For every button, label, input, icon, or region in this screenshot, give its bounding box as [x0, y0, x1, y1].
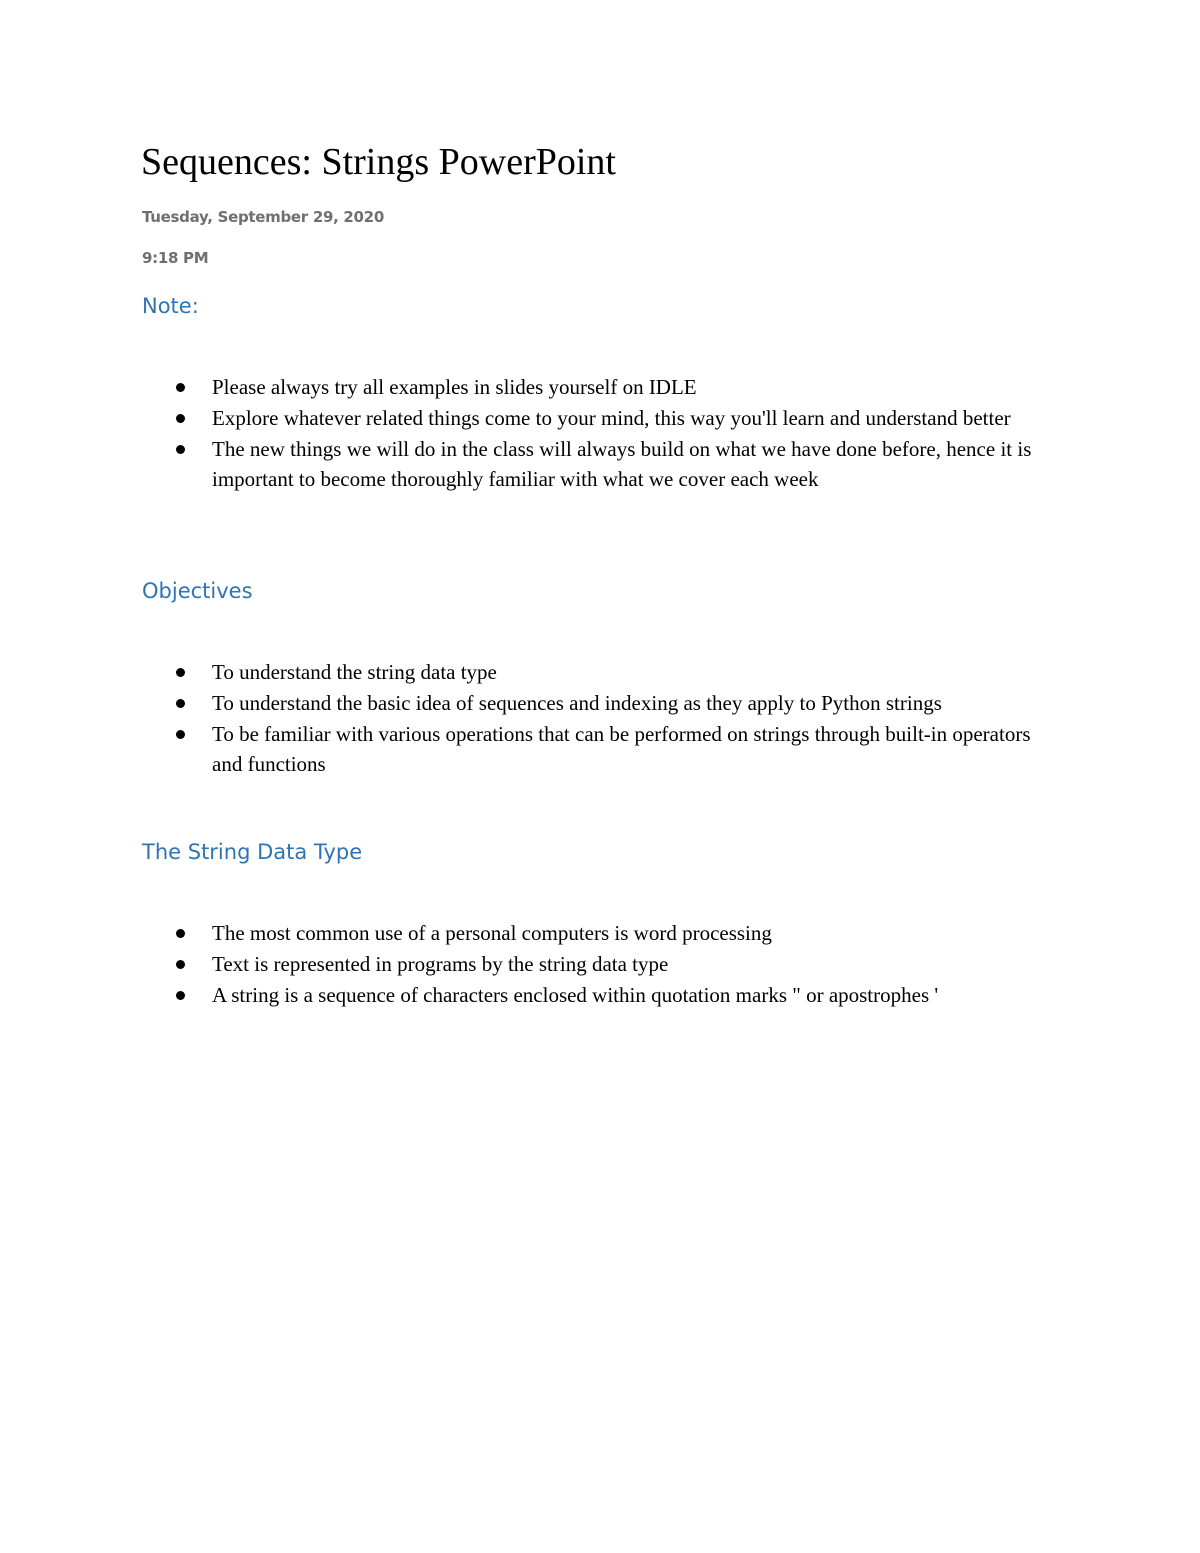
- list-item-text: The new things we will do in the class will always build on what we have done before, hence it is important to become thoroughly familiar with what we cover each week: [212, 437, 1032, 491]
- page-title: Sequences: Strings PowerPoint: [141, 141, 616, 183]
- bullet-icon: [176, 929, 185, 938]
- list-item-text: To be familiar with various operations that can be performed on strings through built-in operators and functions: [212, 722, 1031, 776]
- bullet-icon: [176, 414, 185, 423]
- bullet-icon: [176, 668, 185, 677]
- bullet-icon: [176, 445, 185, 454]
- list-item-text: Explore whatever related things come to your mind, this way you'll learn and understand better: [212, 406, 1011, 430]
- section-heading-string-data-type: The String Data Type: [142, 840, 363, 864]
- list-item: [0, 918, 1200, 948]
- list-item: [0, 657, 1200, 687]
- list-item: [0, 719, 1200, 779]
- list-item-text: Text is represented in programs by the string data type: [212, 952, 669, 976]
- bullet-list-note: [0, 372, 1200, 495]
- list-item-text: A string is a sequence of characters enclosed within quotation marks " or apostrophes ': [212, 983, 939, 1007]
- list-item-text: To understand the basic idea of sequences and indexing as they apply to Python strings: [212, 691, 942, 715]
- list-item-text: Please always try all examples in slides yourself on IDLE: [212, 375, 697, 399]
- page-time: 9:18 PM: [142, 249, 209, 267]
- section-heading-note: Note:: [142, 294, 199, 318]
- list-item: [0, 434, 1200, 494]
- list-item: [0, 949, 1200, 979]
- list-item: [0, 980, 1200, 1010]
- bullet-icon: [176, 699, 185, 708]
- bullet-icon: [176, 383, 185, 392]
- list-item: [0, 403, 1200, 433]
- section-heading-objectives: Objectives: [142, 579, 253, 603]
- bullet-icon: [176, 960, 185, 969]
- bullet-icon: [176, 730, 185, 739]
- list-item-text: To understand the string data type: [212, 660, 497, 684]
- list-item: [0, 688, 1200, 718]
- bullet-list-string-data-type: [0, 918, 1200, 1011]
- bullet-icon: [176, 991, 185, 1000]
- bullet-list-objectives: [0, 657, 1200, 780]
- list-item: [0, 372, 1200, 402]
- page-date: Tuesday, September 29, 2020: [142, 208, 384, 226]
- list-item-text: The most common use of a personal computers is word processing: [212, 921, 772, 945]
